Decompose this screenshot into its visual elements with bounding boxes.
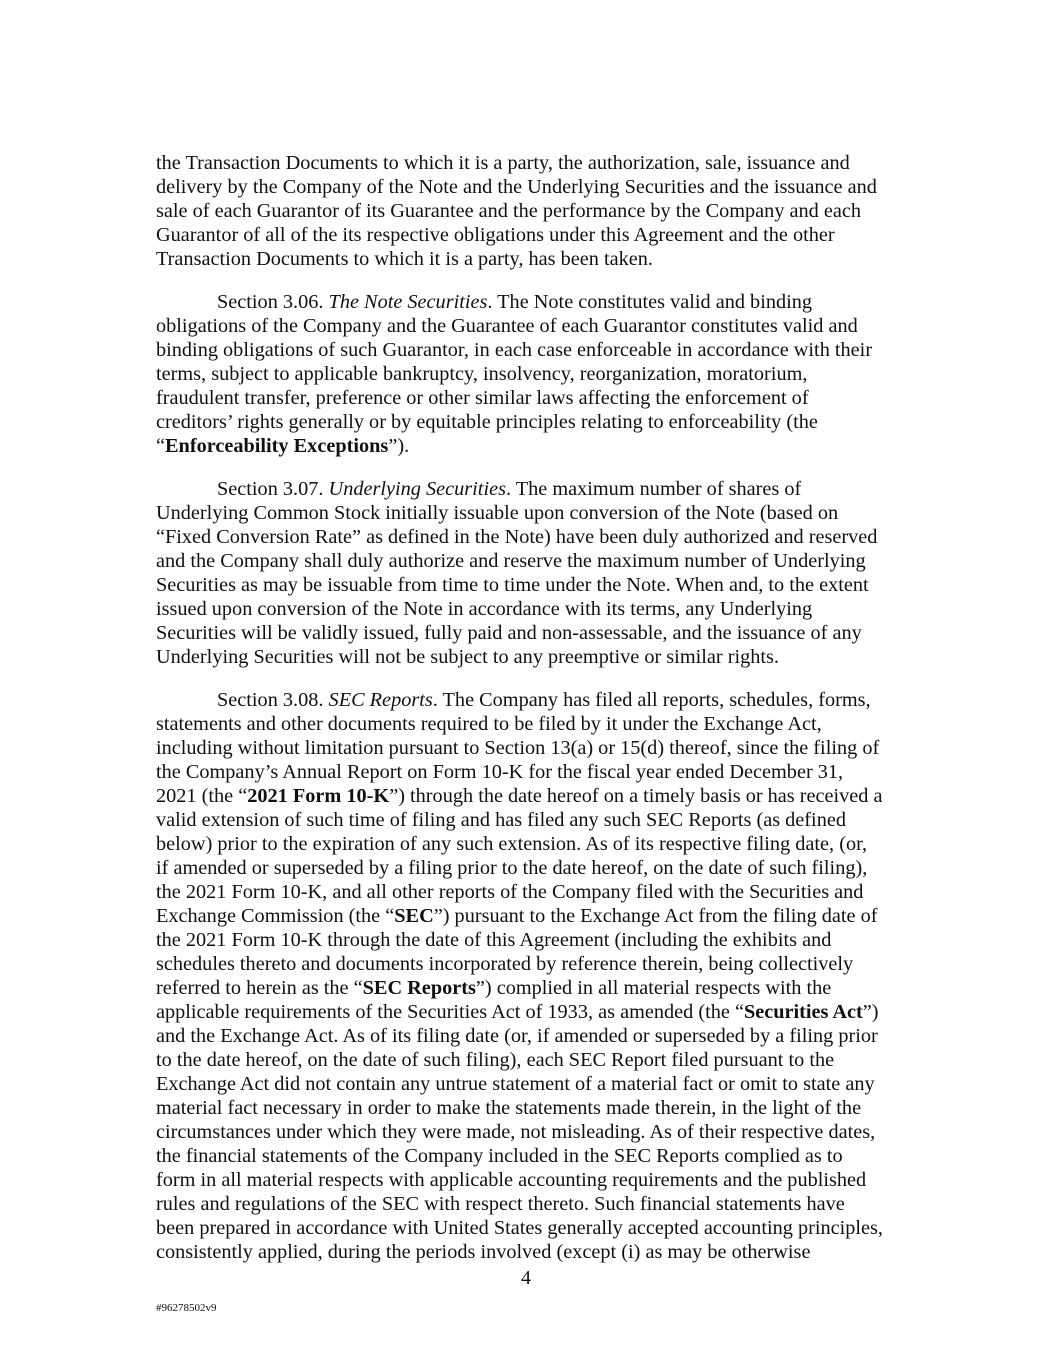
text-line [156,1144,916,1168]
text-segment: rules and regulations of the SEC with respect thereto. Such financial statements have [156,1193,845,1215]
text-segment: ”) [862,1001,879,1023]
text-segment: Section 3.07. [217,478,329,500]
text-segment: the Company’s Annual Report on Form 10-K for the fiscal year ended December 31, [156,761,844,783]
text-line [156,808,916,832]
text-segment: Securities as may be issuable from time to time under the Note. When and, to the extent [156,574,869,596]
text-segment: and the Company shall duly authorize and reserve the maximum number of Underlying [156,550,866,572]
text-line [156,1000,916,1024]
text-line [156,832,916,856]
text-segment: Section 3.08. [217,689,329,711]
text-line [156,597,916,621]
document-id: #96278502v9 [156,1302,217,1314]
text-segment: . The Note constitutes valid and binding [487,291,813,313]
text-line [156,1024,916,1048]
text-line [156,1168,916,1192]
paragraph [156,477,916,669]
document-body [156,151,916,1283]
text-segment: terms, subject to applicable bankruptcy, insolvency, reorganization, moratorium, [156,363,808,385]
text-segment: and the Exchange Act. As of its filing date (or, if amended or superseded by a filing prior [156,1025,878,1047]
text-segment: the financial statements of the Company included in the SEC Reports complied as to [156,1145,843,1167]
text-segment: ”) pursuant to the Exchange Act from the filing date of [433,905,878,927]
text-segment: fraudulent transfer, preference or other similar laws affecting the enforcement of [156,387,809,409]
text-segment: circumstances under which they were made, not misleading. As of their respective dates, [156,1121,876,1143]
text-segment: form in all material respects with applicable accounting requirements and the published [156,1169,867,1191]
text-segment: ”). [388,435,410,457]
text-segment: Guarantor of all of the its respective obligations under this Agreement and the other [156,224,835,246]
text-line [156,621,916,645]
text-segment: delivery by the Company of the Note and the Underlying Securities and the issuance and [156,176,877,198]
defined-term: SEC [394,905,434,927]
text-segment: Exchange Act did not contain any untrue statement of a material fact or omit to state any [156,1073,875,1095]
text-segment: consistently applied, during the periods involved (except (i) as may be otherwise [156,1241,811,1263]
text-segment: Transaction Documents to which it is a party, has been taken. [156,248,653,270]
text-line [156,1216,916,1240]
text-line [156,362,916,386]
section-heading: The Note Securities [328,291,488,313]
paragraph [156,688,916,1264]
page-number: 4 [521,1267,531,1289]
text-line [156,386,916,410]
text-segment: ”) complied in all material respects with the [475,977,832,999]
text-line [156,904,916,928]
text-segment: 2021 (the “ [156,785,248,807]
text-line [156,314,916,338]
text-line [156,573,916,597]
text-line [156,712,916,736]
text-segment: Underlying Common Stock initially issuable upon conversion of the Note (based on [156,502,839,524]
text-line [156,856,916,880]
text-segment: statements and other documents required to be filed by it under the Exchange Act, [156,713,822,735]
text-segment: to the date hereof, on the date of such filing), each SEC Report filed pursuant to the [156,1049,835,1071]
text-line [156,290,916,314]
paragraph [156,151,916,271]
defined-term: SEC Reports [362,977,476,999]
text-line [156,410,916,434]
text-segment: valid extension of such time of filing and has filed any such SEC Reports (as defined [156,809,846,831]
text-segment: . The Company has filed all reports, schedules, forms, [432,689,871,711]
text-line [156,525,916,549]
text-segment: Securities will be validly issued, fully paid and non-assessable, and the issuance of any [156,622,862,644]
text-segment: the Transaction Documents to which it is a party, the authorization, sale, issuance and [156,152,850,174]
text-line [156,1192,916,1216]
text-line [156,501,916,525]
paragraph [156,290,916,458]
defined-term: 2021 Form 10-K [247,785,390,807]
text-segment: Exchange Commission (the “ [156,905,395,927]
text-segment: referred to herein as the “ [156,977,363,999]
text-line [156,760,916,784]
text-line [156,549,916,573]
text-line [156,1240,916,1264]
defined-term: Securities Act [743,1001,863,1023]
text-segment: Underlying Securities will not be subject to any preemptive or similar rights. [156,646,779,668]
text-segment: obligations of the Company and the Guarantee of each Guarantor constitutes valid and [156,315,858,337]
text-segment: applicable requirements of the Securities Act of 1933, as amended (the “ [156,1001,744,1023]
text-segment: including without limitation pursuant to Section 13(a) or 15(d) thereof, since the filing of [156,737,880,759]
text-line [156,151,916,175]
text-line [156,477,916,501]
text-line [156,976,916,1000]
text-segment: issued upon conversion of the Note in accordance with its terms, any Underlying [156,598,813,620]
text-segment: material fact necessary in order to make the statements made therein, in the light of the [156,1097,862,1119]
text-line [156,338,916,362]
text-line [156,1120,916,1144]
text-segment: binding obligations of such Guarantor, in each case enforceable in accordance with their [156,339,873,361]
text-segment: if amended or superseded by a filing prior to the date hereof, on the date of such filing), [156,857,868,879]
text-line [156,784,916,808]
text-segment: ”) through the date hereof on a timely basis or has received a [389,785,883,807]
text-line [156,688,916,712]
text-segment: . The maximum number of shares of [505,478,802,500]
text-segment: the 2021 Form 10-K through the date of this Agreement (including the exhibits and [156,929,832,951]
text-segment: below) prior to the expiration of any such extension. As of its respective filing date, (or, [156,833,868,855]
text-line [156,434,916,458]
text-line [156,952,916,976]
text-line [156,247,916,271]
text-line [156,1048,916,1072]
text-segment: “ [156,435,166,457]
section-heading: SEC Reports [328,689,433,711]
defined-term: Enforceability Exceptions [165,435,389,457]
text-segment: been prepared in accordance with United States generally accepted accounting principles, [156,1217,883,1239]
text-segment: the 2021 Form 10-K, and all other reports of the Company filed with the Securities and [156,881,864,903]
text-line [156,175,916,199]
text-segment: creditors’ rights generally or by equitable principles relating to enforceability (the [156,411,818,433]
text-line [156,223,916,247]
section-heading: Underlying Securities [328,478,506,500]
text-line [156,736,916,760]
text-segment: “Fixed Conversion Rate” as defined in the Note) have been duly authorized and reserved [156,526,878,548]
text-segment: Section 3.06. [217,291,329,313]
text-line [156,1072,916,1096]
text-line [156,645,916,669]
text-line [156,199,916,223]
text-segment: sale of each Guarantor of its Guarantee and the performance by the Company and each [156,200,862,222]
text-line [156,880,916,904]
text-line [156,1096,916,1120]
text-line [156,928,916,952]
text-segment: schedules thereto and documents incorporated by reference therein, being collectively [156,953,854,975]
